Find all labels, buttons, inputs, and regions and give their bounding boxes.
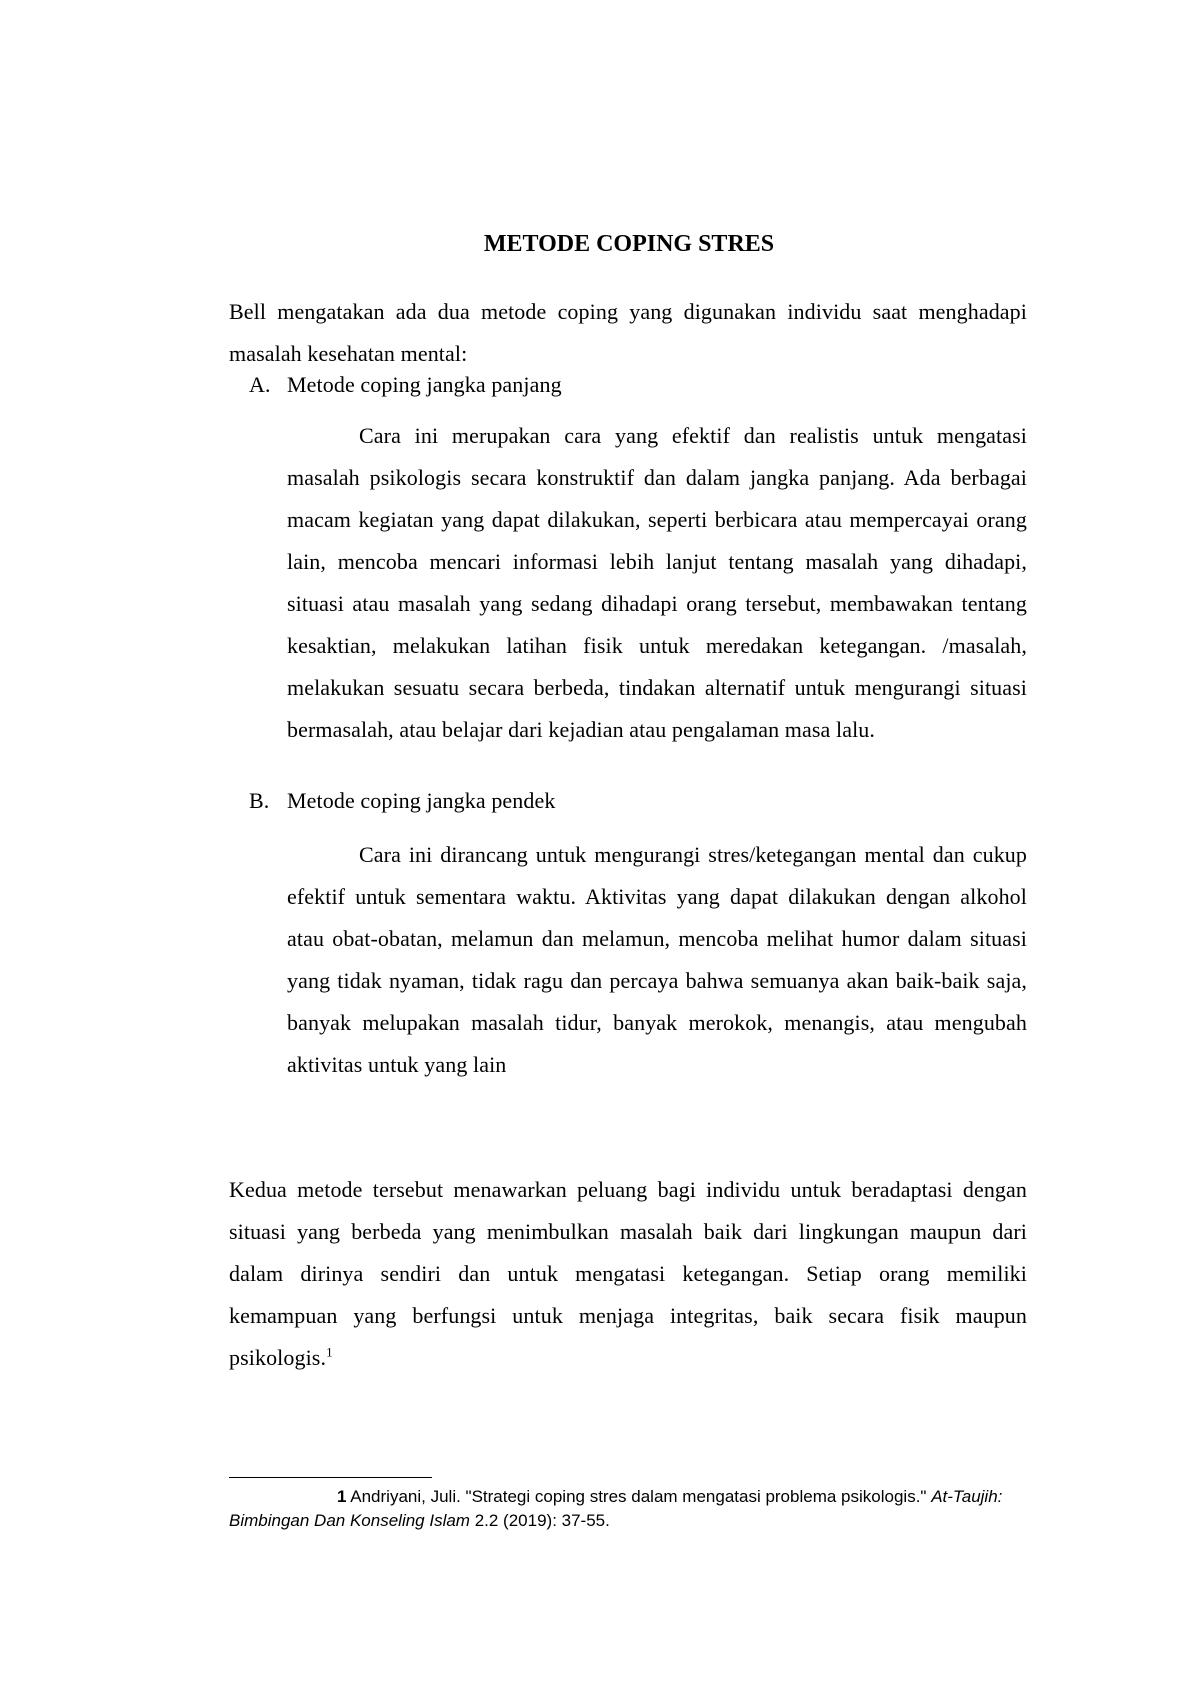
footnote-journal: At-Taujih: Bimbingan Dan Konseling Islam (229, 1487, 1003, 1530)
item-heading-a (249, 364, 1009, 406)
footnote (229, 1485, 1027, 1533)
document-title: METODE COPING STRES (483, 231, 775, 257)
item-body-b: Cara ini dirancang untuk mengurangi stres/ketegangan mental dan cukup efektif untuk sementara waktu. Aktivitas yang dapat dilakukan dengan alkohol atau obat-obatan, melamun dan melamun, mencoba melihat humor dalam situasi yang tidak nyaman, tidak ragu dan percaya bahwa semuanya akan baik-baik saja, banyak melupakan masalah tidur, banyak merokok, menangis, atau mengubah aktivitas untuk yang lain (287, 842, 1027, 1077)
item-heading-text-a: Metode coping jangka panjang (287, 372, 562, 397)
footnote-volume-pages: 2.2 (2019): 37-55. (474, 1511, 610, 1530)
closing-text: Kedua metode tersebut menawarkan peluang bagi individu untuk beradaptasi dengan situasi yang berbeda yang menimbulkan masalah baik dari lingkungan maupun dari dalam dirinya sendiri dan untuk mengatasi ketegangan. Setiap orang memiliki kemampuan yang berfungsi untuk menjaga integritas, baik secara fisik maupun psikologis. (229, 1177, 1027, 1370)
footnote-citation: Andriyani, Juli. "Strategi coping stres dalam mengatasi problema psikologis." (350, 1487, 927, 1506)
intro-paragraph: Bell mengatakan ada dua metode coping yang digunakan individu saat menghadapi masalah kesehatan mental: (229, 299, 1027, 366)
item-letter-a: A. (249, 372, 271, 397)
item-letter-b: B. (249, 788, 270, 813)
closing-paragraph (229, 1169, 1027, 1379)
item-body-a: Cara ini merupakan cara yang efektif dan realistis untuk mengatasi masalah psikologis secara konstruktif dan dalam jangka panjang. Ada berbagai macam kegiatan yang dapat dilakukan, seperti berbicara atau mempercayai orang lain, mencoba mencari informasi lebih lanjut tentang masalah yang dihadapi, situasi atau masalah yang sedang dihadapi orang tersebut, membawakan tentang kesaktian, melakukan latihan fisik untuk meredakan ketegangan. /masalah, melakukan sesuatu secara berbeda, tindakan alternatif untuk mengurangi situasi bermasalah, atau belajar dari kejadian atau pengalaman masa lalu. (287, 423, 1027, 742)
item-heading-text-b: Metode coping jangka pendek (287, 788, 556, 813)
footnote-number: 1 (337, 1487, 347, 1506)
footnote-reference[interactable]: 1 (326, 1344, 333, 1360)
footnote-separator (229, 1477, 432, 1478)
item-heading-b (249, 780, 1009, 822)
